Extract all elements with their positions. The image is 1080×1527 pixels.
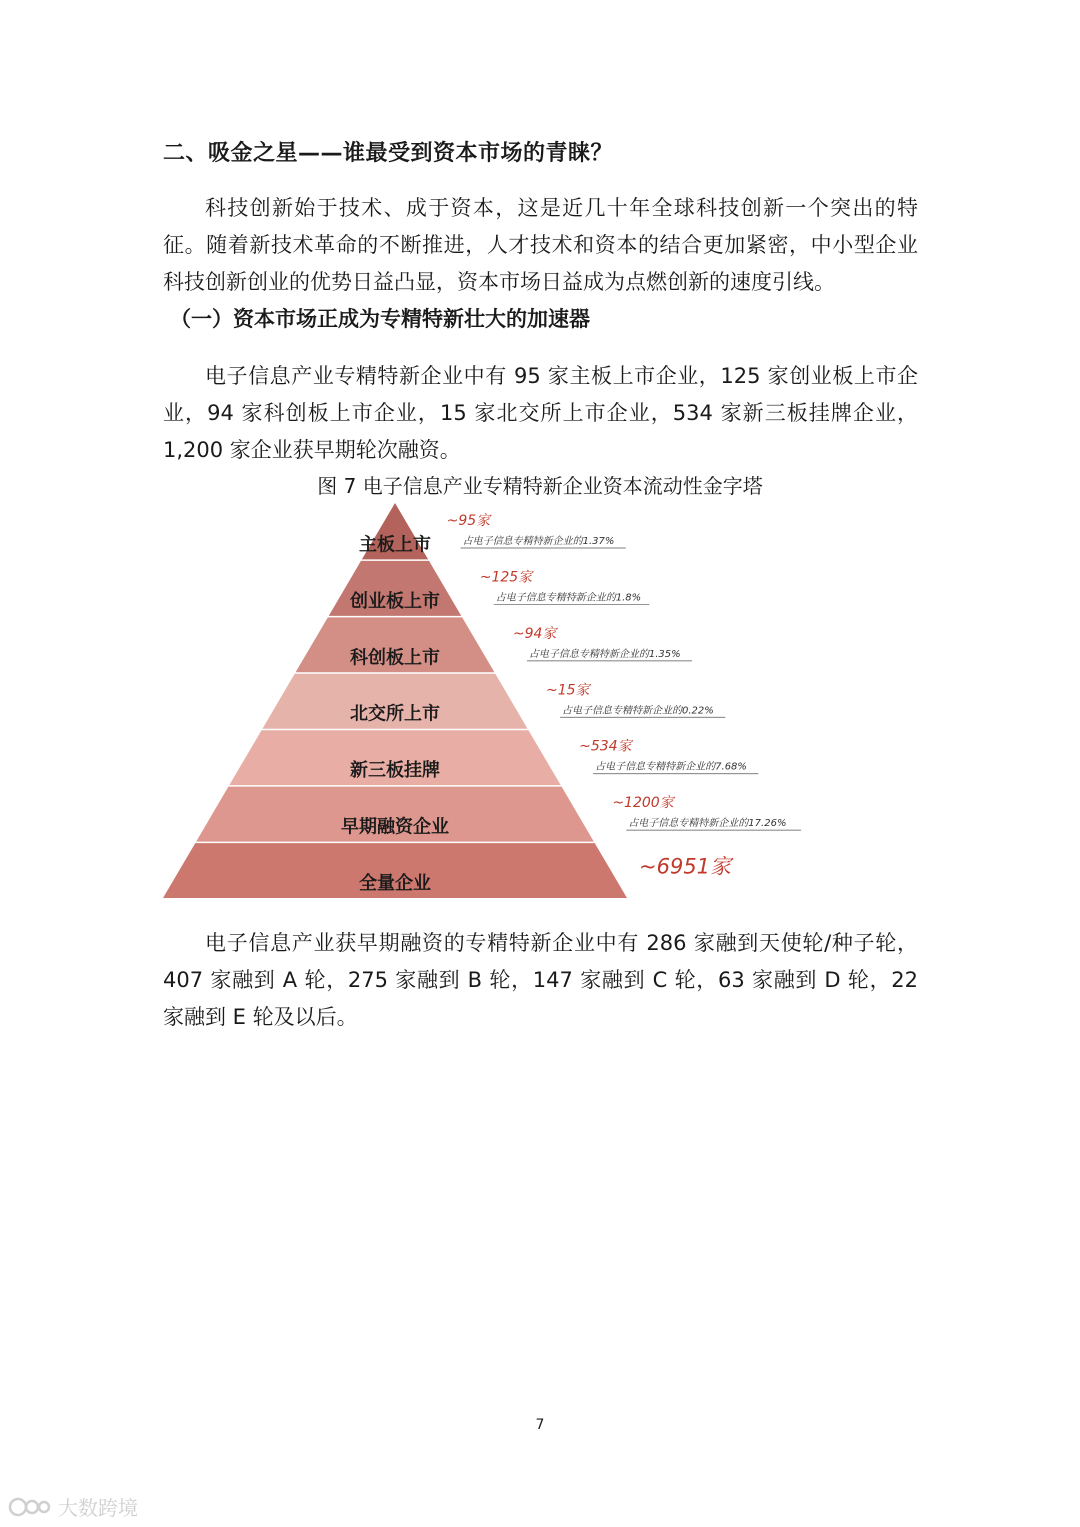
pyramid-tier-count: ~94家 [512,625,557,642]
pyramid-tier-share: 占电子信息专精特新企业的0.22% [562,705,714,717]
pyramid-tier-count: ~15家 [546,682,590,699]
paragraph-financing-rounds: 电子信息产业获早期融资的专精特新企业中有 286 家融到天使轮/种子轮，407 家融到 A 轮，275 家融到 B 轮，147 家融到 C 轮，63 家融到 D 轮，22 家融到 E 轮及以后。 [163,931,918,1029]
subsection-title: （一）资本市场正成为专精特新壮大的加速器 [170,307,590,331]
watermark [8,1492,138,1521]
figure-caption: 图 7 电子信息产业专精特新企业资本流动性金字塔 [317,474,763,498]
watermark-text: 大数跨境 [58,1496,138,1520]
pyramid-tier-label: 新三板挂牌 [350,760,440,782]
pyramid-tier-label: 全量企业 [359,873,431,894]
pyramid-tier-share: 占电子信息专精特新企业的1.37% [462,536,615,547]
section-title: 二、吸金之星——谁最受到资本市场的青睐？ [163,141,614,166]
pyramid-tier-count: ~125家 [479,569,533,586]
watermark-logo-icon [8,1496,52,1518]
pyramid-tier-share: 占电子信息专精特新企业的1.35% [528,648,681,660]
pyramid-tier-count: ~534家 [579,738,632,755]
pyramid-tier-share: 占电子信息专精特新企业的17.26% [628,818,787,830]
pyramid-tier-share: 占电子信息专精特新企业的1.8% [495,592,642,604]
pyramid-tier-label: 主板上市 [359,534,431,556]
page-number: 7 [535,1417,545,1433]
pyramid-tier-label: 创业板上市 [350,590,440,612]
pyramid-tier-label: 早期融资企业 [341,816,449,838]
pyramid-tier-label: 北交所上市 [350,703,440,725]
capital-pyramid-diagram [150,495,830,905]
pyramid-total-count: ~6951家 [639,854,732,879]
pyramid-tier-count: ~95家 [446,513,491,529]
pyramid-tier-count: ~1200家 [612,795,674,812]
pyramid-tier-label: 科创板上市 [350,647,440,669]
pyramid-tier-share: 占电子信息专精特新企业的7.68% [595,761,747,773]
paragraph-intro: 科技创新始于技术、成于资本，这是近几十年全球科技创新一个突出的特征。随着新技术革命的不断推进，人才技术和资本的结合更加紧密，中小型企业科技创新创业的优势日益凸显，资本市场日益成为点燃创新的速度引线。 [163,196,918,294]
paragraph-listing-stats: 电子信息产业专精特新企业中有 95 家主板上市企业，125 家创业板上市企业，94 家科创板上市企业，15 家北交所上市企业，534 家新三板挂牌企业，1,200 家企业获早期轮次融资。 [163,364,918,462]
